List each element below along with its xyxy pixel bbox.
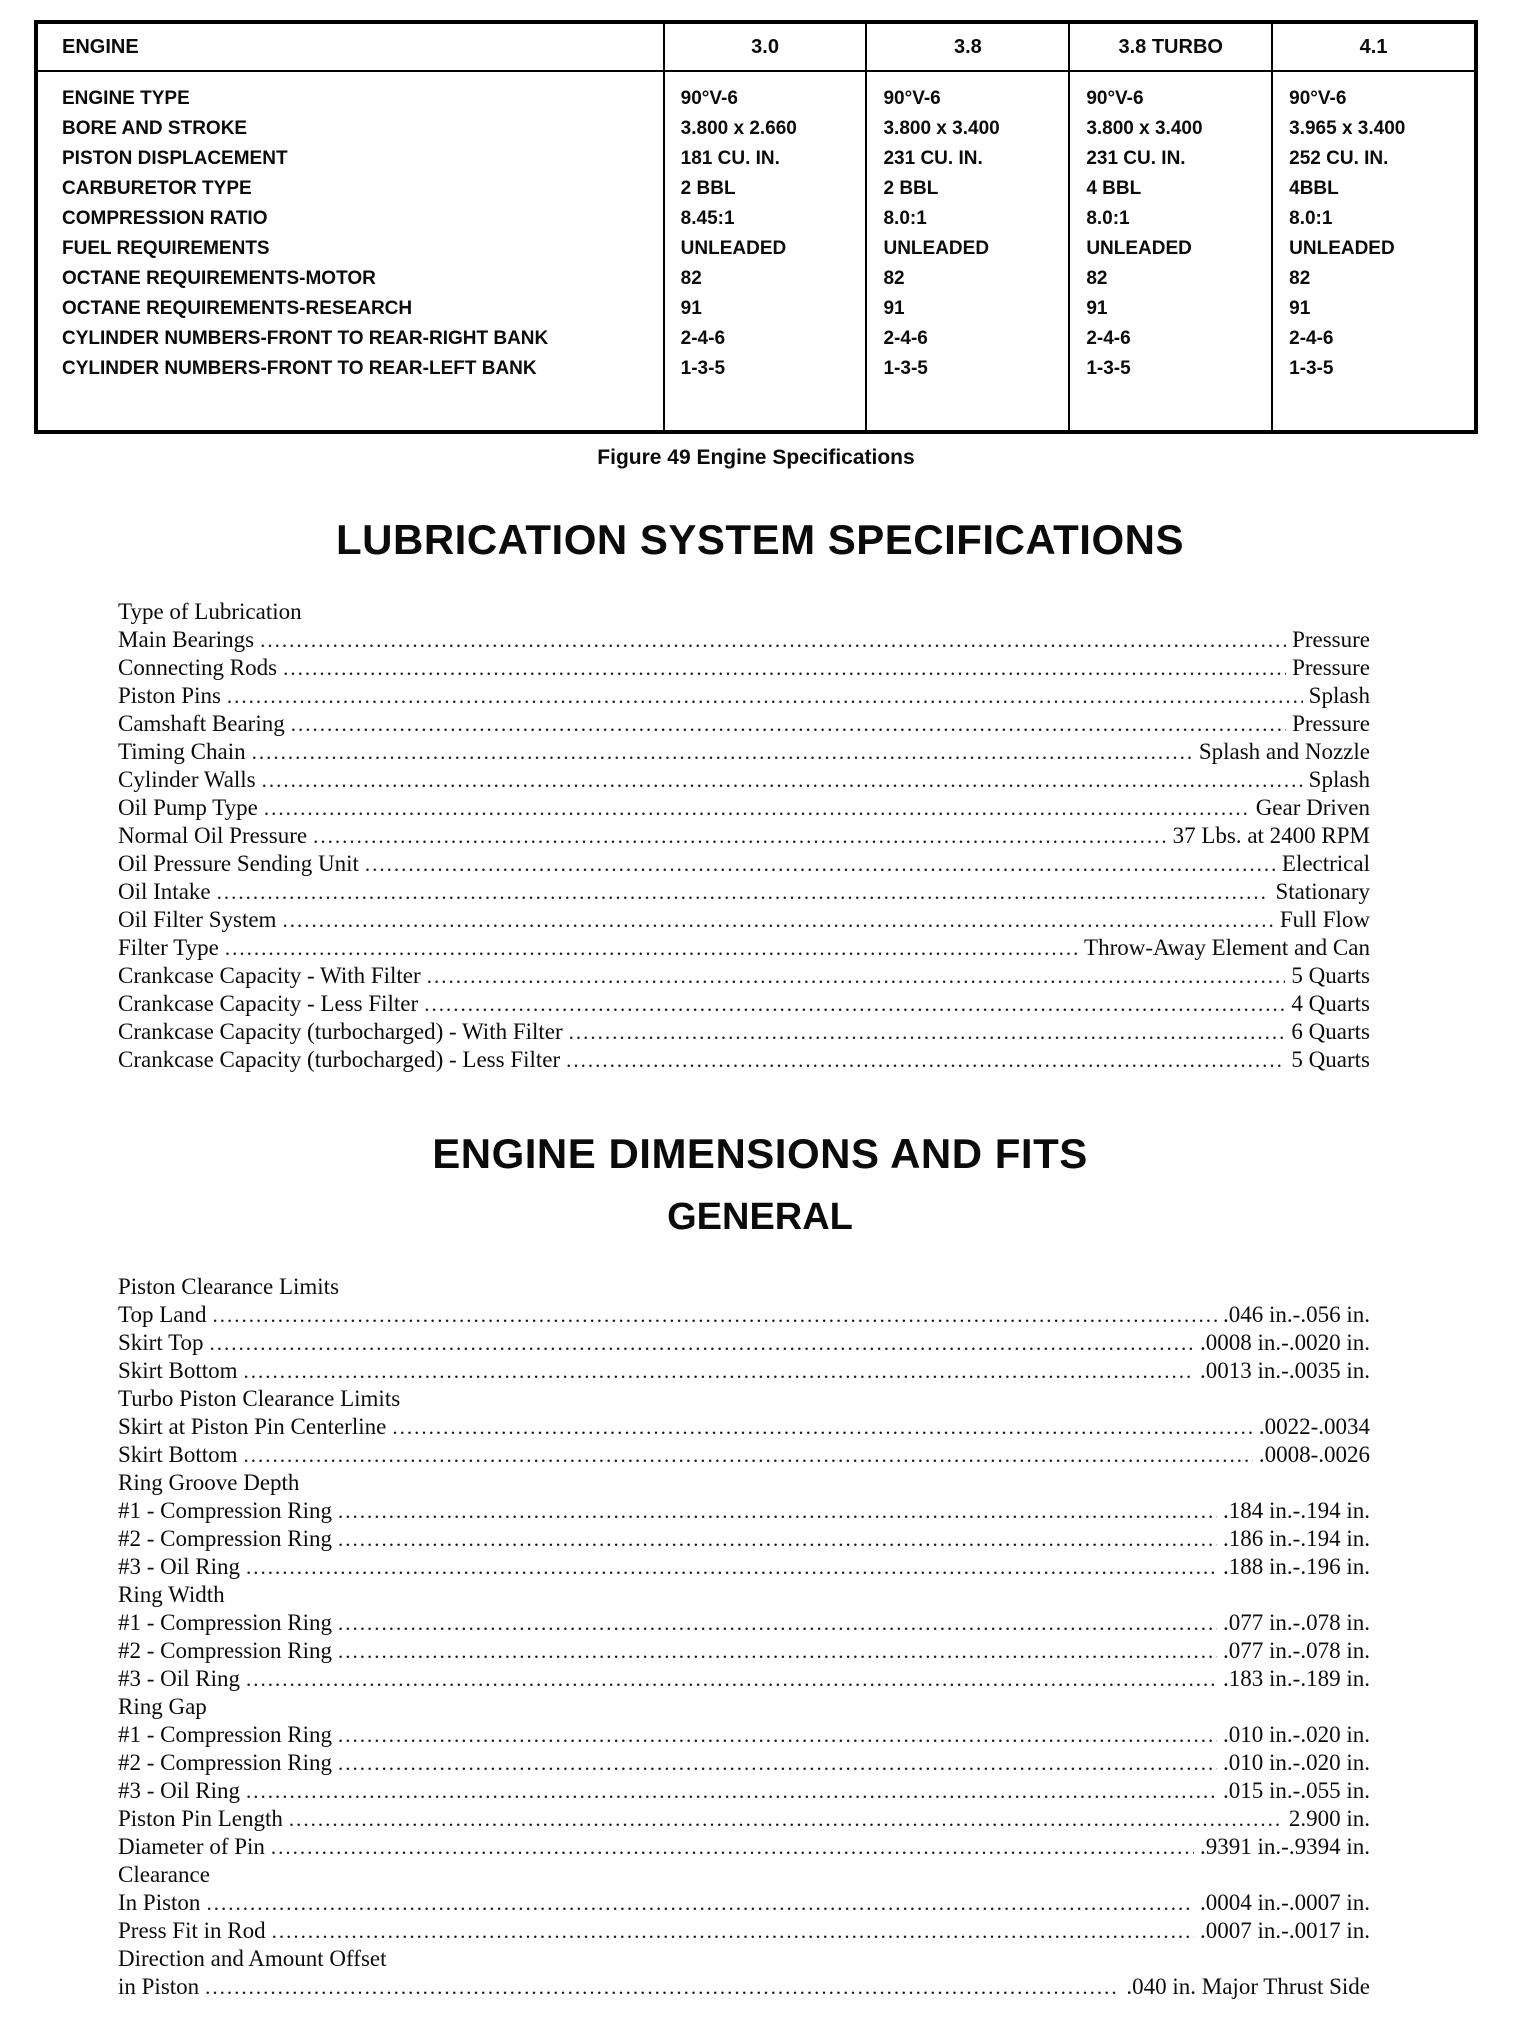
dot-leader (566, 1046, 1285, 1074)
list-item (118, 682, 1370, 710)
cell-value: 231 CU. IN. (883, 148, 983, 169)
item-label: Crankcase Capacity (turbocharged) - With Filter (118, 1019, 563, 1044)
cell-value: 4 BBL (1086, 178, 1142, 199)
item-label: Skirt at Piston Pin Centerline (118, 1414, 387, 1439)
engine-column-4.1 (1271, 24, 1474, 430)
cell-value: 82 (883, 268, 905, 289)
dot-leader (272, 1917, 1194, 1945)
item-label: Connecting Rods (118, 655, 278, 680)
cell-value: 82 (1289, 268, 1311, 289)
cell-value: 91 (1086, 298, 1108, 319)
list-item (118, 1357, 1370, 1385)
list-section-header (118, 1581, 1370, 1609)
dot-leader (365, 850, 1276, 878)
list-item (118, 794, 1370, 822)
row-label: PISTON DISPLACEMENT (62, 148, 288, 169)
column-header: 3.0 (665, 24, 866, 72)
dot-leader (313, 822, 1166, 850)
cell-value: 2-4-6 (1289, 328, 1334, 349)
column-header: 3.8 (867, 24, 1068, 72)
list-item (118, 766, 1370, 794)
list-item (118, 1777, 1370, 1805)
cell-value: 1-3-5 (1289, 358, 1334, 379)
list-item (118, 1917, 1370, 1945)
cell-value: UNLEADED (1289, 238, 1395, 259)
engine-column-labels (38, 24, 663, 430)
item-value: Electrical (1281, 851, 1370, 876)
list-item (118, 710, 1370, 738)
item-value: .0008-.0026 (1258, 1442, 1370, 1467)
dot-leader (246, 1777, 1217, 1805)
item-value: .184 in.-.194 in. (1223, 1498, 1370, 1523)
list-item (118, 1301, 1370, 1329)
list-item (118, 934, 1370, 962)
item-label: Normal Oil Pressure (118, 823, 308, 848)
cell-value: 1-3-5 (883, 358, 928, 379)
item-label: Skirt Bottom (118, 1442, 238, 1467)
item-value: Pressure (1292, 711, 1370, 736)
list-item (118, 1665, 1370, 1693)
cell-value: 2-4-6 (680, 328, 726, 349)
item-value: Full Flow (1279, 907, 1370, 932)
cell-value: 90°V-6 (1289, 88, 1347, 109)
dot-leader (246, 1553, 1217, 1581)
list-item (118, 626, 1370, 654)
item-label: #1 - Compression Ring (118, 1498, 333, 1523)
item-value: .188 in.-.196 in. (1223, 1554, 1370, 1579)
dot-leader (205, 1973, 1120, 2001)
item-value: 5 Quarts (1291, 963, 1370, 988)
list-item (118, 1046, 1370, 1074)
dot-leader (260, 626, 1286, 654)
item-value: Pressure (1292, 655, 1370, 680)
cell-value: 90°V-6 (883, 88, 941, 109)
engine-spec-table (34, 20, 1478, 434)
item-label: #1 - Compression Ring (118, 1610, 333, 1635)
item-value: Pressure (1292, 627, 1370, 652)
column-header: ENGINE (38, 24, 663, 72)
item-label: Crankcase Capacity - Less Filter (118, 991, 419, 1016)
item-label: Direction and Amount Offset (118, 1946, 387, 1971)
item-label: Oil Pump Type (118, 795, 258, 820)
cell-value: UNLEADED (1086, 238, 1192, 259)
cell-value: 3.800 x 2.660 (680, 118, 797, 139)
item-value: Splash and Nozzle (1198, 739, 1370, 764)
item-label: Filter Type (118, 935, 219, 960)
list-item (118, 1413, 1370, 1441)
lubrication-title: LUBRICATION SYSTEM SPECIFICATIONS (336, 516, 1184, 563)
dot-leader (338, 1609, 1217, 1637)
dot-leader (264, 794, 1250, 822)
item-value: 37 Lbs. at 2400 RPM (1172, 823, 1370, 848)
dot-leader (283, 654, 1286, 682)
list-section-header (118, 1273, 1370, 1301)
cell-value: 2-4-6 (883, 328, 928, 349)
item-label: Clearance (118, 1862, 210, 1887)
item-value: .010 in.-.020 in. (1223, 1750, 1370, 1775)
cell-value: 3.965 x 3.400 (1289, 118, 1406, 139)
item-value: Throw-Away Element and Can (1084, 935, 1370, 960)
list-item (118, 822, 1370, 850)
column-body (38, 72, 663, 430)
dot-leader (569, 1018, 1286, 1046)
list-item (118, 1805, 1370, 1833)
list-item (118, 990, 1370, 1018)
column-header: 4.1 (1273, 24, 1474, 72)
column-body (1070, 72, 1271, 430)
dot-leader (424, 990, 1285, 1018)
column-body (867, 72, 1068, 430)
general-subtitle: GENERAL (667, 1196, 853, 1238)
item-value: .0013 in.-.0035 in. (1200, 1358, 1370, 1383)
list-section-header (118, 1861, 1370, 1889)
item-value: .077 in.-.078 in. (1223, 1610, 1370, 1635)
dot-leader (271, 1833, 1194, 1861)
cell-value: 2 BBL (883, 178, 939, 199)
row-label: CARBURETOR TYPE (62, 178, 252, 199)
dot-leader (217, 878, 1270, 906)
item-label: in Piston (118, 1974, 200, 1999)
list-item (118, 1833, 1370, 1861)
item-value: 4 Quarts (1291, 991, 1370, 1016)
cell-value: 231 CU. IN. (1086, 148, 1186, 169)
item-label: #3 - Oil Ring (118, 1778, 241, 1803)
row-label: FUEL REQUIREMENTS (62, 238, 270, 259)
column-header: 3.8 TURBO (1070, 24, 1271, 72)
cell-value: 4BBL (1289, 178, 1339, 199)
column-body (665, 72, 866, 430)
item-label: #2 - Compression Ring (118, 1638, 333, 1663)
list-item (118, 962, 1370, 990)
dot-leader (427, 962, 1286, 990)
cell-value: 181 CU. IN. (680, 148, 780, 169)
dot-leader (392, 1413, 1252, 1441)
item-label: Cylinder Walls (118, 767, 256, 792)
cell-value: 1-3-5 (1086, 358, 1131, 379)
cell-value: 91 (1289, 298, 1311, 319)
cell-value: 91 (680, 298, 702, 319)
item-label: Camshaft Bearing (118, 711, 285, 736)
row-label: BORE AND STROKE (62, 118, 248, 139)
item-value: Stationary (1275, 879, 1370, 904)
item-label: Crankcase Capacity - With Filter (118, 963, 421, 988)
general-list (118, 1273, 1370, 2001)
item-label: Diameter of Pin (118, 1834, 265, 1859)
cell-value: 8.45:1 (680, 208, 735, 229)
dot-leader (244, 1357, 1195, 1385)
item-value: Splash (1308, 767, 1370, 792)
list-section-header (118, 1945, 1370, 1973)
list-item (118, 1553, 1370, 1581)
dot-leader (210, 1329, 1195, 1357)
cell-value: 2-4-6 (1086, 328, 1131, 349)
list-section-header (118, 1469, 1370, 1497)
figure-caption: Figure 49 Engine Specifications (597, 446, 915, 469)
list-item (118, 1018, 1370, 1046)
item-label: Piston Pins (118, 683, 221, 708)
item-value: .0008 in.-.0020 in. (1200, 1330, 1370, 1355)
item-label: Ring Width (118, 1582, 225, 1607)
item-label: Oil Intake (118, 879, 211, 904)
cell-value: 90°V-6 (1086, 88, 1144, 109)
dot-leader (289, 1805, 1283, 1833)
item-value: .015 in.-.055 in. (1223, 1778, 1370, 1803)
item-value: .010 in.-.020 in. (1223, 1722, 1370, 1747)
cell-value: UNLEADED (883, 238, 990, 259)
dot-leader (338, 1721, 1217, 1749)
item-value: Splash (1308, 683, 1370, 708)
dot-leader (225, 934, 1078, 962)
list-item (118, 1609, 1370, 1637)
row-label: CYLINDER NUMBERS-FRONT TO REAR-LEFT BANK (62, 358, 537, 379)
cell-value: 8.0:1 (1086, 208, 1130, 229)
dot-leader (338, 1749, 1217, 1777)
dot-leader (212, 1301, 1217, 1329)
cell-value: 1-3-5 (680, 358, 726, 379)
row-label: ENGINE TYPE (62, 88, 190, 109)
list-item (118, 1637, 1370, 1665)
dot-leader (244, 1441, 1253, 1469)
item-label: #3 - Oil Ring (118, 1554, 241, 1579)
cell-value: UNLEADED (680, 238, 787, 259)
item-label: In Piston (118, 1890, 201, 1915)
engine-column-3.8-turbo (1068, 24, 1271, 430)
cell-value: 90°V-6 (680, 88, 738, 109)
item-label: Timing Chain (118, 739, 246, 764)
item-value: .040 in. Major Thrust Side (1126, 1974, 1370, 1999)
item-label: Main Bearings (118, 627, 255, 652)
cell-value: 3.800 x 3.400 (1086, 118, 1203, 139)
dot-leader (262, 766, 1303, 794)
item-label: Ring Groove Depth (118, 1470, 300, 1495)
cell-value: 2 BBL (680, 178, 736, 199)
list-item (118, 1441, 1370, 1469)
row-label: OCTANE REQUIREMENTS-RESEARCH (62, 298, 413, 319)
dot-leader (338, 1497, 1217, 1525)
engine-column-3.0 (663, 24, 866, 430)
list-section-header (118, 1693, 1370, 1721)
item-label: Skirt Top (118, 1330, 204, 1355)
item-label: #1 - Compression Ring (118, 1722, 333, 1747)
dot-leader (291, 710, 1286, 738)
item-label: Press Fit in Rod (118, 1918, 266, 1943)
list-item (118, 850, 1370, 878)
cell-value: 91 (883, 298, 905, 319)
list-item (118, 1889, 1370, 1917)
item-label: #2 - Compression Ring (118, 1750, 333, 1775)
dot-leader (246, 1665, 1217, 1693)
row-label: OCTANE REQUIREMENTS-MOTOR (62, 268, 376, 289)
dot-leader (252, 738, 1193, 766)
item-label: Skirt Bottom (118, 1358, 238, 1383)
dimensions-title: ENGINE DIMENSIONS AND FITS (432, 1130, 1088, 1177)
item-label: #2 - Compression Ring (118, 1526, 333, 1551)
item-label: #3 - Oil Ring (118, 1666, 241, 1691)
item-value: .0007 in.-.0017 in. (1200, 1918, 1370, 1943)
list-section-header (118, 1385, 1370, 1413)
item-value: Gear Driven (1255, 795, 1370, 820)
cell-value: 8.0:1 (883, 208, 927, 229)
item-value: .077 in.-.078 in. (1223, 1638, 1370, 1663)
lubrication-list (118, 598, 1370, 1074)
item-label: Top Land (118, 1302, 207, 1327)
item-label: Crankcase Capacity (turbocharged) - Less Filter (118, 1047, 561, 1072)
list-item (118, 1721, 1370, 1749)
dot-leader (206, 1889, 1194, 1917)
cell-value: 8.0:1 (1289, 208, 1333, 229)
item-value: .183 in.-.189 in. (1223, 1666, 1370, 1691)
item-label: Piston Pin Length (118, 1806, 283, 1831)
list-item (118, 1525, 1370, 1553)
cell-value: 252 CU. IN. (1289, 148, 1389, 169)
cell-value: 82 (680, 268, 702, 289)
row-label: CYLINDER NUMBERS-FRONT TO REAR-RIGHT BANK (62, 328, 549, 349)
cell-value: 3.800 x 3.400 (883, 118, 1000, 139)
item-value: .186 in.-.194 in. (1223, 1526, 1370, 1551)
item-label: Ring Gap (118, 1694, 207, 1719)
dot-leader (338, 1637, 1217, 1665)
item-label: Oil Pressure Sending Unit (118, 851, 359, 876)
item-value: .9391 in.-.9394 in. (1200, 1834, 1370, 1859)
column-body (1273, 72, 1474, 430)
list-item (118, 738, 1370, 766)
item-value: .0004 in.-.0007 in. (1200, 1890, 1370, 1915)
item-label: Type of Lubrication (118, 599, 302, 624)
item-value: 2.900 in. (1288, 1806, 1370, 1831)
list-section-header (118, 598, 1370, 626)
list-item (118, 1329, 1370, 1357)
item-label: Oil Filter System (118, 907, 277, 932)
list-item (118, 906, 1370, 934)
item-value: .046 in.-.056 in. (1223, 1302, 1370, 1327)
list-item (118, 878, 1370, 906)
list-item (118, 654, 1370, 682)
item-label: Turbo Piston Clearance Limits (118, 1386, 401, 1411)
list-item (118, 1749, 1370, 1777)
item-value: .0022-.0034 (1258, 1414, 1370, 1439)
item-value: 6 Quarts (1291, 1019, 1370, 1044)
cell-value: 82 (1086, 268, 1108, 289)
list-item (118, 1497, 1370, 1525)
item-value: 5 Quarts (1291, 1047, 1370, 1072)
list-item (118, 1973, 1370, 2001)
row-label: COMPRESSION RATIO (62, 208, 268, 229)
dot-leader (282, 906, 1273, 934)
item-label: Piston Clearance Limits (118, 1274, 340, 1299)
engine-column-3.8 (865, 24, 1068, 430)
dot-leader (338, 1525, 1217, 1553)
dot-leader (227, 682, 1303, 710)
